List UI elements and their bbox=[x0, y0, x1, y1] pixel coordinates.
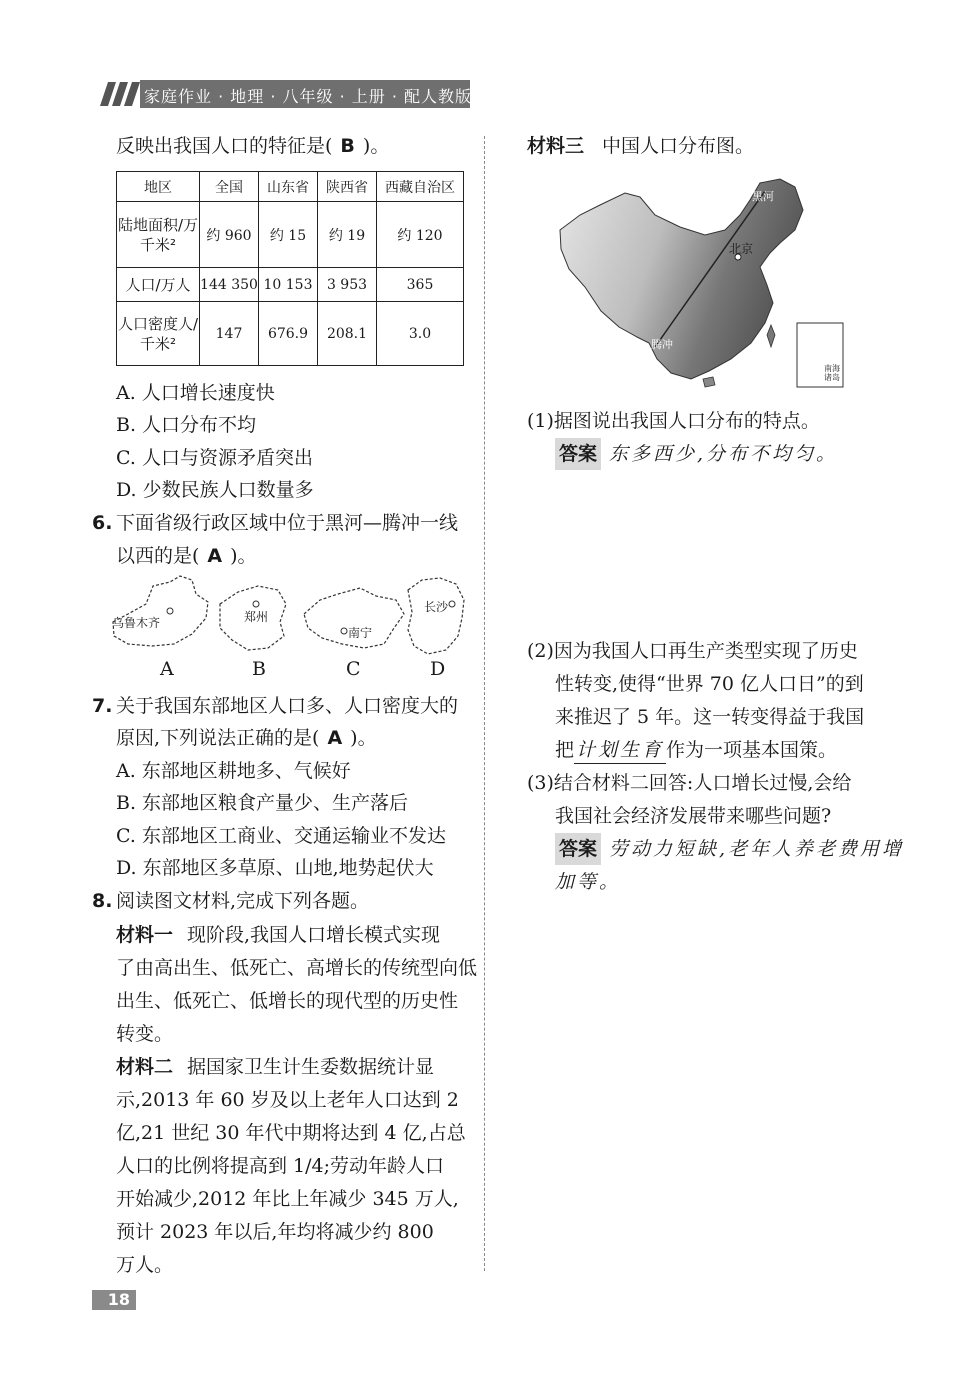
q8-sub2-line3: 来推迟了 5 年。这一转变得益于我国 bbox=[555, 706, 865, 728]
table-header-cell: 地区 bbox=[117, 172, 200, 202]
table-cell: 676.9 bbox=[259, 302, 318, 366]
map-city-c: 南宁 bbox=[348, 626, 373, 640]
q8-sub2-line2: 性转变,使得“世界 70 亿人口日”的到 bbox=[555, 673, 864, 695]
q8-sub3-line1: (3)结合材料二回答:人口增长过慢,会给 bbox=[527, 772, 852, 794]
q7-option-c: C. 东部地区工商业、交通运输业不发达 bbox=[116, 825, 446, 847]
q8-sub1: (1)据图说出我国人口分布的特点。 bbox=[527, 410, 820, 432]
table-cell: 3 953 bbox=[318, 268, 377, 302]
q6-line2: 以西的是( A )。 bbox=[116, 545, 257, 567]
material-two-label: 材料二 bbox=[116, 1056, 174, 1078]
q8-sub2-line1: (2)因为我国人口再生产类型实现了历史 bbox=[527, 640, 858, 662]
map-city-d: 长沙 bbox=[424, 600, 449, 614]
table-row bbox=[117, 268, 464, 302]
q7-number: 7. bbox=[92, 695, 113, 717]
q8-sub3-answer: 答案 劳动力短缺,老年人养老费用增 bbox=[555, 833, 904, 865]
material-two-line1: 材料二 据国家卫生计生委数据统计显 bbox=[116, 1056, 435, 1078]
header-title: 家庭作业 · 地理 · 八年级 · 上册 · 配人教版 bbox=[144, 87, 473, 106]
capital-marker-icon bbox=[449, 601, 455, 607]
q5-option-b: B. 人口分布不均 bbox=[116, 414, 257, 436]
table-cell: 约 19 bbox=[318, 202, 377, 268]
table-header-cell: 陕西省 bbox=[318, 172, 377, 202]
material-two-line6: 预计 2023 年以后,年均将减少约 800 bbox=[116, 1221, 434, 1243]
table-row-label: 人口/万人 bbox=[117, 268, 200, 302]
table-cell: 208.1 bbox=[318, 302, 377, 366]
table-cell: 147 bbox=[200, 302, 259, 366]
table-row bbox=[117, 202, 464, 268]
table-cell: 约 15 bbox=[259, 202, 318, 268]
china-population-map bbox=[555, 175, 845, 390]
material-two-line4: 人口的比例将提高到 1/4;劳动年龄人口 bbox=[116, 1155, 445, 1177]
china-outline bbox=[560, 179, 803, 379]
table-row-label: 陆地面积/万千米² bbox=[117, 202, 200, 268]
province-outline-a bbox=[113, 576, 208, 646]
table-cell: 10 153 bbox=[259, 268, 318, 302]
map-letter-d: D bbox=[430, 658, 446, 680]
q7-line1: 关于我国东部地区人口多、人口密度大的 bbox=[116, 695, 459, 717]
q8-sub1-answer: 答案 东多西少,分布不均匀。 bbox=[555, 438, 838, 470]
map-label-heihe: 黑河 bbox=[752, 190, 774, 203]
table-cell: 365 bbox=[377, 268, 464, 302]
table-cell: 约 120 bbox=[377, 202, 464, 268]
q6-line1: 下面省级行政区域中位于黑河—腾冲一线 bbox=[116, 512, 459, 534]
q7-option-a: A. 东部地区耕地多、气候好 bbox=[116, 760, 351, 782]
table-header-cell: 全国 bbox=[200, 172, 259, 202]
table-row-label: 人口密度人/千米² bbox=[117, 302, 200, 366]
q7-option-b: B. 东部地区粮食产量少、生产落后 bbox=[116, 792, 409, 814]
material-two-line7: 万人。 bbox=[116, 1254, 174, 1276]
q5-option-d: D. 少数民族人口数量多 bbox=[116, 479, 314, 501]
answer-label: 答案 bbox=[555, 438, 601, 470]
q8-sub3-line2: 我国社会经济发展带来哪些问题? bbox=[555, 805, 832, 827]
table-row bbox=[117, 302, 464, 366]
q8-intro: 阅读图文材料,完成下列各题。 bbox=[116, 890, 370, 912]
province-maps bbox=[108, 574, 470, 656]
table-header-row bbox=[117, 172, 464, 202]
table-cell: 约 960 bbox=[200, 202, 259, 268]
q8-number: 8. bbox=[92, 890, 113, 912]
material-two-line2: 示,2013 年 60 岁及以上老年人口达到 2 bbox=[116, 1089, 459, 1111]
answer-label: 答案 bbox=[555, 833, 601, 865]
map-letter-b: B bbox=[252, 658, 266, 680]
table-header-cell: 山东省 bbox=[259, 172, 318, 202]
table-cell: 144 350 bbox=[200, 268, 259, 302]
page-header bbox=[92, 80, 473, 108]
material-one-line3: 出生、低死亡、低增长的现代型的历史性 bbox=[116, 990, 459, 1012]
hainan-island bbox=[703, 377, 715, 387]
fill-in-blank: 计划生育 bbox=[574, 737, 666, 764]
taiwan-island bbox=[767, 325, 775, 347]
q5-answer: B bbox=[340, 135, 355, 157]
material-one-label: 材料一 bbox=[116, 924, 174, 946]
q6-answer: A bbox=[207, 545, 223, 567]
material-one-line1: 材料一 现阶段,我国人口增长模式实现 bbox=[116, 924, 441, 946]
q7-option-d: D. 东部地区多草原、山地,地势起伏大 bbox=[116, 857, 434, 879]
material-one-line4: 转变。 bbox=[116, 1023, 174, 1045]
q8-sub2-line4: 把 计划生育 作为一项基本国策。 bbox=[555, 734, 837, 766]
material-two-line5: 开始减少,2012 年比上年减少 345 万人, bbox=[116, 1188, 459, 1210]
population-table bbox=[116, 171, 464, 366]
map-city-b: 郑州 bbox=[244, 610, 269, 624]
material-two-line3: 亿,21 世纪 30 年代中期将达到 4 亿,占总 bbox=[116, 1122, 466, 1144]
slash-decoration-icon bbox=[92, 80, 140, 108]
material-three-line: 材料三 中国人口分布图。 bbox=[527, 135, 755, 157]
province-outline-d bbox=[408, 578, 464, 654]
map-letter-a: A bbox=[160, 658, 174, 680]
q5-option-a: A. 人口增长速度快 bbox=[116, 382, 275, 404]
q7-answer: A bbox=[327, 727, 343, 749]
q7-line2: 原因,下列说法正确的是( A )。 bbox=[116, 727, 377, 749]
map-label-inset: 南海诸岛 bbox=[824, 364, 840, 382]
table-header-cell: 西藏自治区 bbox=[377, 172, 464, 202]
map-letter-c: C bbox=[346, 658, 361, 680]
q6-number: 6. bbox=[92, 512, 113, 534]
map-label-beijing: 北京 bbox=[729, 242, 754, 256]
capital-marker-icon bbox=[341, 628, 347, 634]
material-three-label: 材料三 bbox=[527, 135, 585, 157]
capital-marker-icon bbox=[253, 601, 259, 607]
capital-marker-icon bbox=[167, 608, 173, 614]
column-divider bbox=[484, 136, 485, 1271]
material-one-line2: 了由高出生、低死亡、高增长的传统型向低 bbox=[116, 957, 478, 979]
table-cell: 3.0 bbox=[377, 302, 464, 366]
q8-sub3-answer-cont: 加等。 bbox=[555, 871, 622, 893]
q5-stem: 反映出我国人口的特征是( B )。 bbox=[116, 135, 390, 157]
map-city-a: 乌鲁木齐 bbox=[112, 616, 161, 630]
page-number: 18 bbox=[92, 1290, 136, 1310]
map-label-tengchong: 腾冲 bbox=[651, 338, 673, 351]
q5-option-c: C. 人口与资源矛盾突出 bbox=[116, 447, 313, 469]
